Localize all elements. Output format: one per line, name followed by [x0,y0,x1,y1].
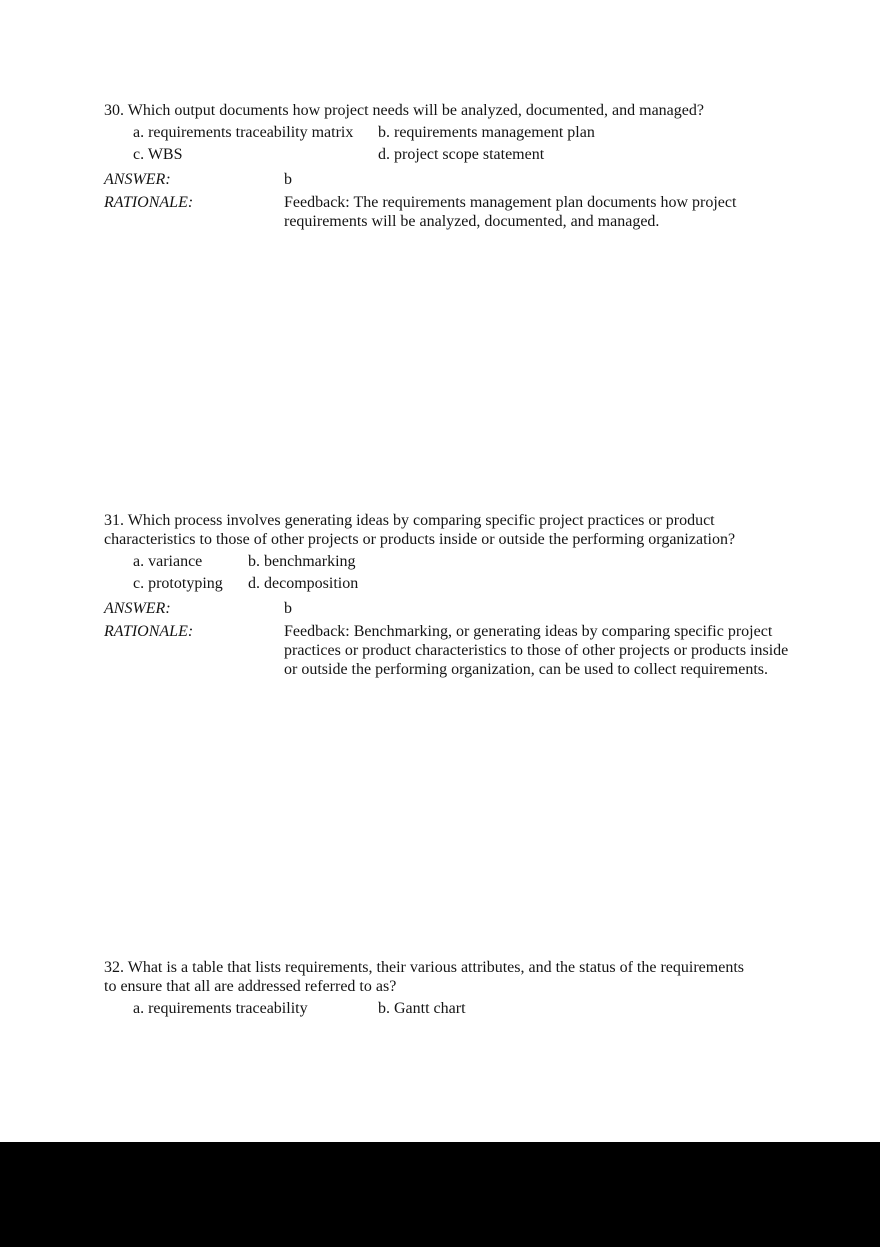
page-bottom-black-bar [0,1142,880,1247]
question-31-rationale-row [104,622,794,679]
question-30-options [133,123,794,164]
question-30-option-b: b. requirements management plan [378,124,595,141]
question-30-block [104,101,794,231]
question-31-answer-row [104,599,794,618]
question-32-option-a: a. requirements traceability [133,1000,308,1017]
answer-value: b [284,600,292,617]
question-30-text: 30. Which output documents how project needs will be analyzed, documented, and managed? [104,102,704,119]
question-30-option-d: d. project scope statement [378,146,545,163]
question-31-option-c: c. prototyping [133,575,223,592]
question-32-text: 32. What is a table that lists requirements, their various attributes, and the status of the requirements to ensure that all are addressed referred to as? [104,959,744,995]
question-32-options [133,999,794,1018]
question-31-option-d: d. decomposition [248,575,359,592]
rationale-label: RATIONALE: [104,194,194,211]
answer-label: ANSWER: [104,600,171,617]
question-30-option-c: c. WBS [133,146,183,163]
question-31-block [104,511,794,679]
question-32-option-b: b. Gantt chart [378,1000,466,1017]
question-30-answer-row [104,170,794,189]
question-31-option-b: b. benchmarking [248,553,356,570]
answer-label: ANSWER: [104,171,171,188]
question-30-rationale-row [104,193,794,231]
question-31-text: 31. Which process involves generating ideas by comparing specific project practices or product characteristics to those of other projects or products inside or outside the performing organization? [104,512,736,548]
question-31-options [133,552,794,593]
rationale-text: Feedback: The requirements management plan documents how project requirements will be analyzed, documented, and managed. [284,194,737,230]
question-30-option-a: a. requirements traceability matrix [133,124,354,141]
answer-value: b [284,171,292,188]
rationale-label: RATIONALE: [104,623,194,640]
question-32-block [104,958,794,1018]
rationale-text: Feedback: Benchmarking, or generating ideas by comparing specific project practices or product characteristics to those of other projects or products inside or outside the performing organization, can be used to collect requirements. [284,623,789,678]
question-31-option-a: a. variance [133,553,203,570]
